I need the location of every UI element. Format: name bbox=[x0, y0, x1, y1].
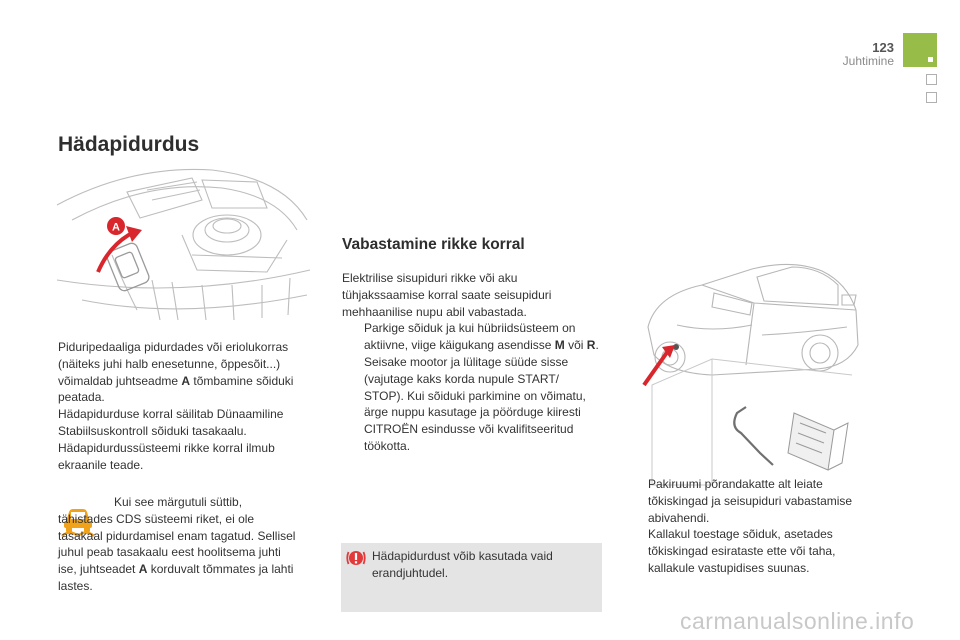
warning-icon bbox=[346, 548, 366, 568]
page-number: 123 bbox=[872, 40, 894, 55]
release-step-2: Seisake mootor ja lülitage süüde sisse (vajutage kaks korda nupule START/ STOP). Kui sõiduki parkimine on võimatu, ärge nuppu kasutage ja pöörduge kiiresti CITROËN esindusse või kvalifitseeritud töökotta. bbox=[364, 354, 586, 453]
nav-box-1 bbox=[926, 74, 937, 85]
intro-p2: Hädapidurduse korral säilitab Dünaamiline Stabiilsuskontroll sõiduki tasakaalu. bbox=[58, 407, 284, 438]
release-step-1: Parkige sõiduk ja kui hübriidsüsteem on aktiivne, viige käigukang asendisse M või R. bbox=[364, 321, 599, 353]
intro-p3: Hädapidurdussüsteemi rikke korral ilmub ekraanile teade. bbox=[58, 440, 275, 472]
console-illustration bbox=[52, 160, 314, 332]
watermark: carmanualsonline.info bbox=[680, 608, 915, 634]
release-intro: Elektrilise sisupiduri rikke või aku tühjakssaamise korral saate seisupiduri mehhaanilise nupu abil vabastada. bbox=[342, 271, 552, 319]
release-steps bbox=[342, 320, 600, 454]
tab-marker bbox=[928, 57, 933, 62]
right-step-1: Pakiruumi põrandakatte alt leiate tõkiskingad ja seisupiduri vabastamise abivahendi. bbox=[648, 477, 853, 525]
release-text bbox=[342, 270, 600, 455]
section-title: Juhtimine bbox=[842, 54, 894, 68]
release-heading: Vabastamine rikke korral bbox=[342, 236, 525, 253]
car-illustration bbox=[642, 255, 864, 487]
cds-note: Kui see märgutuli süttib, tähistades CDS süsteemi riket, ei ole tasakaal pidurdamisel enam tagatud. Sellisel juhul peab tasakaalu eest hoolitsema juhti ise, juhtseadet A korduvalt tõmmates ja lahti lastes. bbox=[58, 495, 296, 593]
nav-box-2 bbox=[926, 92, 937, 103]
callout-a-label: A bbox=[112, 221, 120, 234]
intro-text bbox=[58, 339, 298, 473]
intro-p1: Piduripedaaliga pidurdades või eriolukorras (näiteks juhi halb enesetunne, õppesõit...) võimaldab juhtseadme A tõmbamine sõiduki peatada. bbox=[58, 340, 294, 405]
page-title: Hädapidurdus bbox=[58, 133, 200, 156]
right-steps bbox=[626, 476, 878, 577]
warning-text: Hädapidurdust võib kasutada vaid erandjuhtudel. bbox=[372, 549, 553, 580]
right-step-2: Kallakul toestage sõiduk, asetades tõkiskingad esirataste ette või taha, kallakule vastupidises suunas. bbox=[648, 527, 836, 575]
